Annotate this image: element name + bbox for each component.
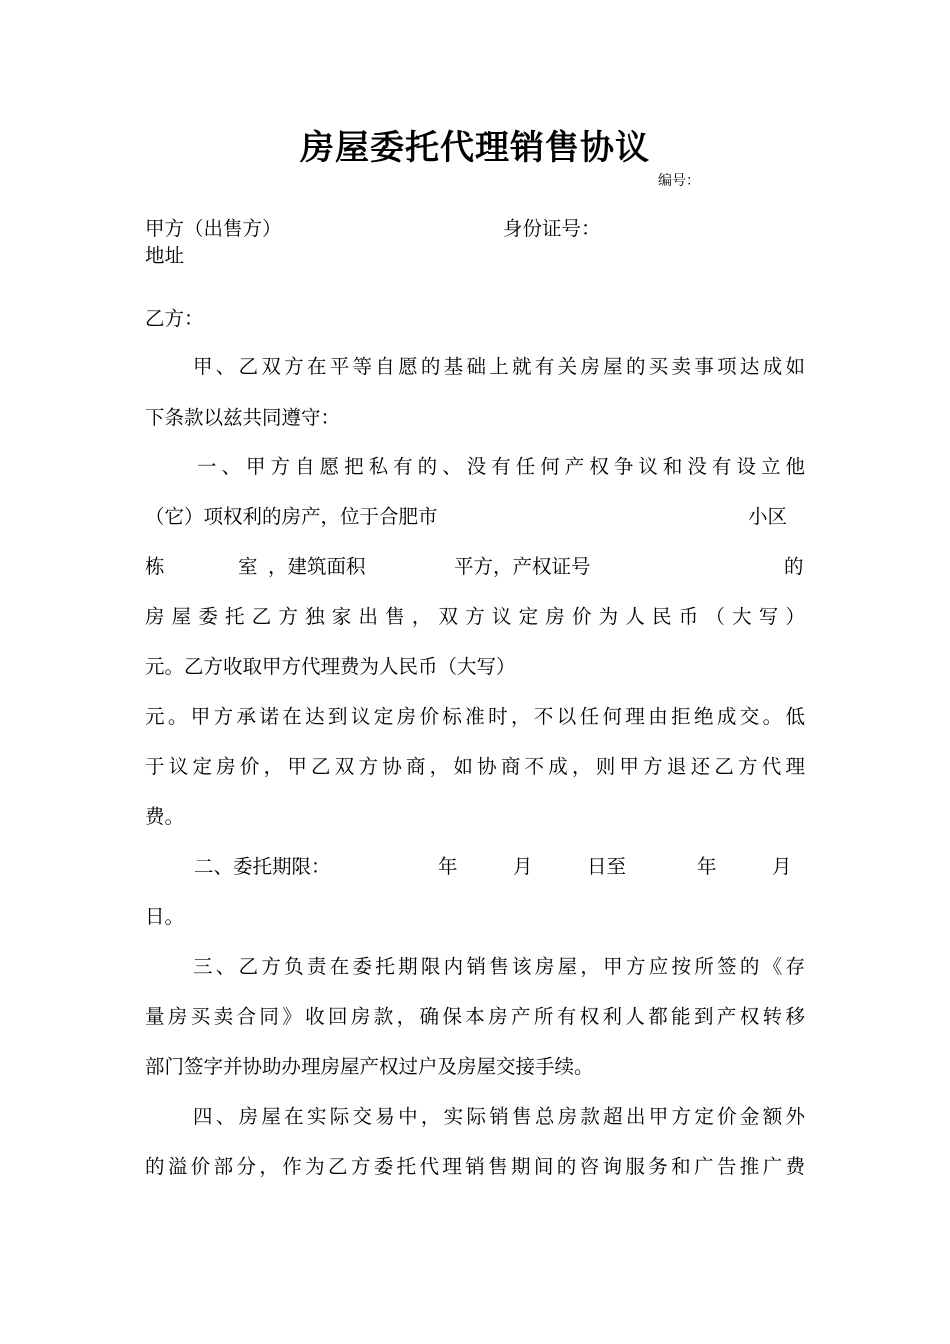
- document-title: 房屋委托代理销售协议: [300, 128, 650, 168]
- clause2-year-2: 年: [697, 855, 717, 878]
- clause4-line-2: 的溢价部分，作为乙方委托代理销售期间的咨询服务和广告推广费: [145, 1155, 805, 1178]
- clause1-room-label: 室: [238, 555, 258, 578]
- address-label: 地址: [145, 244, 185, 267]
- clause4-line-1: 四、房屋在实际交易中，实际销售总房款超出甲方定价金额外: [193, 1105, 805, 1128]
- clause3-line-3: 部门签字并协助办理房屋产权过户及房屋交接手续。: [145, 1055, 594, 1078]
- clause1-line-4: 房屋委托乙方独家出售，双方议定房价为人民币（大写）: [145, 605, 805, 628]
- clause2-day-to: 日至: [587, 855, 627, 878]
- clause2-year-1: 年: [438, 855, 458, 878]
- clause1-line-1: 一、甲方自愿把私有的、没有任何产权争议和没有设立他: [197, 455, 805, 478]
- clause1-cert-label: 平方，产权证号: [454, 555, 591, 578]
- party-b-label: 乙方：: [145, 307, 204, 330]
- clause1-line-6: 元。甲方承诺在达到议定房价标准时，不以任何理由拒绝成交。低: [145, 705, 805, 728]
- clause3-line-2: 量房买卖合同》收回房款，确保本房产所有权利人都能到产权转移: [145, 1005, 805, 1028]
- clause3-line-1: 三、乙方负责在委托期限内销售该房屋，甲方应按所签的《存: [193, 955, 805, 978]
- clause1-area-label: ，建筑面积: [268, 555, 366, 578]
- clause2-month-2: 月: [772, 855, 792, 878]
- clause1-de-label: 的: [784, 555, 804, 578]
- intro-line-2: 下条款以兹共同遵守：: [145, 406, 341, 429]
- clause1-line-5: 元。乙方收取甲方代理费为人民币（大写）: [145, 655, 516, 678]
- clause2-term-label: 二、委托期限：: [194, 855, 331, 878]
- clause1-building-label: 栋: [145, 555, 165, 578]
- party-a-label: 甲方（出售方）: [145, 217, 282, 240]
- clause1-location-text: （它）项权利的房产，位于合肥市: [145, 505, 438, 528]
- intro-line-1: 甲、乙双方在平等自愿的基础上就有关房屋的买卖事项达成如: [193, 355, 805, 378]
- clause1-community-label: 小区: [748, 505, 788, 528]
- clause1-line-7: 于议定房价，甲乙双方协商，如协商不成，则甲方退还乙方代理: [145, 755, 805, 778]
- id-number-label: 身份证号：: [503, 217, 601, 240]
- number-label: 编号：: [658, 173, 700, 189]
- clause2-line-2: 日。: [145, 905, 185, 928]
- clause2-month-1: 月: [513, 855, 533, 878]
- clause1-line-8: 费。: [145, 805, 185, 828]
